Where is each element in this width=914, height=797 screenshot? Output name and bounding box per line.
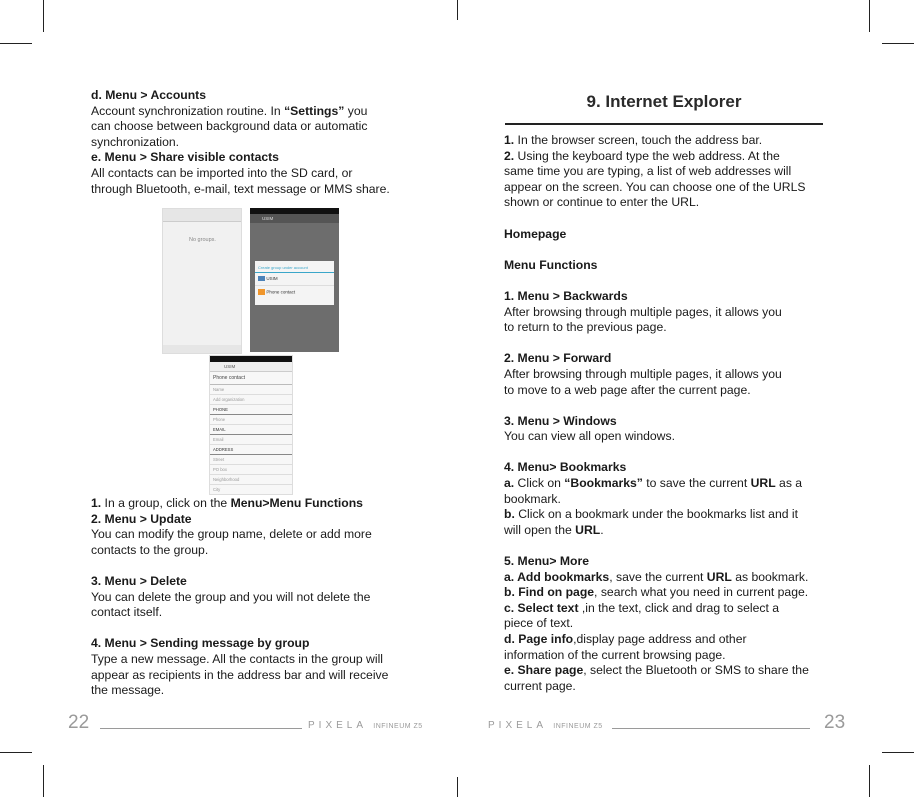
- bold-run: e. Menu > Share visible contacts: [91, 150, 279, 165]
- text-run: current page.: [504, 678, 576, 693]
- editor-field-row: Add organization: [210, 395, 292, 405]
- text-line: [504, 476, 829, 492]
- no-groups-label: No groups.: [189, 237, 216, 243]
- bold-run: c. Select text: [504, 600, 579, 615]
- text-line: [91, 636, 421, 652]
- text-line: [91, 166, 421, 182]
- text-run: In the browser screen, touch the address bar.: [514, 133, 763, 147]
- editor-title: Phone contact: [210, 372, 292, 385]
- page-number-right: 23: [824, 712, 846, 733]
- editor-action-bar: USIM: [210, 362, 292, 372]
- screenshot-action-bar: USIM: [250, 214, 339, 223]
- bold-run: 2. Menu > Forward: [504, 351, 612, 366]
- text-line: [504, 149, 829, 165]
- text-run: synchronization.: [91, 134, 180, 149]
- text-run: to save the current: [642, 476, 751, 491]
- text-line: [504, 663, 829, 679]
- editor-field-row: Phone: [210, 415, 292, 425]
- crop-mark: [0, 752, 32, 753]
- footer-rule-right: [612, 728, 810, 729]
- text-run: shown or continue to enter the URL.: [504, 195, 700, 210]
- bold-run: 3. Menu > Windows: [504, 413, 617, 428]
- blank-line: [504, 273, 829, 289]
- crop-mark: [882, 752, 914, 753]
- text-run: You can view all open windows.: [504, 429, 675, 444]
- text-run: You can delete the group and you will not delete the: [91, 589, 371, 604]
- text-run: appear on the screen. You can choose one of the URLS: [504, 179, 806, 194]
- text-run: same time you are typing, a list of web addresses will: [504, 164, 792, 179]
- bold-run: 1.: [504, 133, 515, 147]
- text-run: , save the current: [609, 569, 707, 584]
- editor-field-row: Name: [210, 385, 292, 395]
- text-line: [91, 496, 421, 512]
- crop-mark: [882, 43, 914, 44]
- blank-line: [504, 211, 829, 227]
- bold-run: 3. Menu > Delete: [91, 573, 187, 588]
- text-run: Account synchronization routine. In: [91, 103, 285, 118]
- text-run: ,in the text, click and drag to select a: [578, 600, 780, 615]
- text-line: [91, 668, 421, 684]
- text-run: ,display page address and other: [573, 632, 747, 646]
- bold-run: b.: [504, 507, 515, 522]
- text-line: [504, 164, 829, 180]
- text-run: , select the Bluetooth or SMS to share the: [583, 663, 809, 678]
- text-line: [504, 195, 829, 211]
- bold-run: 4. Menu> Bookmarks: [504, 460, 627, 475]
- text-line: [91, 135, 421, 151]
- text-run: the message.: [91, 683, 165, 698]
- text-line: [91, 590, 421, 606]
- text-line: [504, 351, 829, 367]
- text-run: contacts to the group.: [91, 542, 209, 557]
- text-run: you: [344, 103, 368, 118]
- text-line: [504, 492, 829, 508]
- option-usim-label: USIM: [266, 276, 278, 281]
- editor-field-row: PHONE: [210, 405, 292, 415]
- footer-rule-left: [100, 728, 302, 729]
- text-line: [91, 182, 421, 198]
- bold-run: Menu Functions: [504, 257, 598, 272]
- brand-model: INFINEUM Z5: [373, 723, 423, 730]
- text-run: , search what you need in current page.: [594, 585, 809, 600]
- text-run: Click on a bookmark under the bookmarks list and it: [514, 507, 798, 522]
- text-run: After browsing through multiple pages, it allows you: [504, 366, 782, 381]
- text-line: [504, 414, 829, 430]
- bold-run: URL: [706, 569, 732, 584]
- text-line: [504, 585, 829, 601]
- bold-run: a.: [504, 476, 515, 491]
- blank-line: [504, 445, 829, 461]
- text-line: [91, 543, 421, 559]
- text-line: [504, 305, 829, 321]
- text-run: through Bluetooth, e-mail, text message or MMS share.: [91, 181, 390, 196]
- editor-field-row: ADDRESS: [210, 445, 292, 455]
- blank-line: [91, 558, 421, 574]
- bold-run: a. Add bookmarks: [504, 569, 610, 584]
- blank-line: [504, 538, 829, 554]
- crop-mark: [0, 43, 32, 44]
- footer-brand-left: [308, 720, 423, 731]
- text-line: [504, 648, 829, 664]
- blank-line: [91, 621, 421, 637]
- text-line: [504, 289, 829, 305]
- bold-run: d. Page info: [504, 632, 574, 646]
- text-line: [504, 180, 829, 196]
- screenshot-groups: [162, 208, 242, 354]
- text-run: You can modify the group name, delete or add more: [91, 527, 372, 542]
- text-run: appear as recipients in the address bar and will receive: [91, 667, 389, 682]
- text-line: [91, 527, 421, 543]
- text-line: [91, 683, 421, 699]
- blank-line: [504, 336, 829, 352]
- text-run: will open the: [504, 522, 576, 537]
- title-rule: [505, 123, 823, 125]
- bold-run: 2. Menu > Update: [91, 511, 192, 526]
- text-line: [504, 227, 829, 243]
- brand-logo: PIXELA: [308, 720, 367, 731]
- text-line: [504, 507, 829, 523]
- text-run: can choose between background data or automatic: [91, 119, 368, 134]
- bold-run: b. Find on page: [504, 585, 595, 600]
- text-line: [504, 554, 829, 570]
- blank-line: [504, 242, 829, 258]
- left-text-block-bottom: [91, 496, 421, 699]
- crop-mark: [869, 765, 870, 797]
- bold-run: Menu>Menu Functions: [230, 496, 363, 510]
- text-line: [504, 601, 829, 617]
- contact-icon: [258, 289, 265, 295]
- text-line: [504, 632, 829, 648]
- create-group-dialog: [255, 261, 334, 305]
- bold-run: Homepage: [504, 226, 567, 241]
- text-line: [504, 133, 829, 149]
- editor-field-row: Street: [210, 455, 292, 465]
- dialog-option-usim[interactable]: [255, 273, 334, 286]
- text-line: [504, 460, 829, 476]
- text-run: Using the keyboard type the web address. At the: [514, 148, 780, 163]
- text-line: [504, 320, 829, 336]
- bold-run: 2.: [504, 148, 515, 163]
- bold-run: 5. Menu> More: [504, 554, 589, 569]
- crop-mark: [869, 0, 870, 32]
- text-line: [91, 88, 421, 104]
- text-run: bookmark.: [504, 491, 561, 506]
- text-run: In a group, click on the: [101, 496, 231, 510]
- editor-field-row: Neighborhood: [210, 475, 292, 485]
- text-line: [91, 119, 421, 135]
- text-line: [91, 574, 421, 590]
- bold-run: 4. Menu > Sending message by group: [91, 636, 310, 651]
- text-line: [504, 523, 829, 539]
- left-text-block-top: [91, 88, 421, 197]
- dialog-option-phone[interactable]: [255, 286, 334, 298]
- text-run: piece of text.: [504, 616, 574, 631]
- text-run: .: [600, 522, 604, 537]
- text-line: [91, 104, 421, 120]
- text-line: [504, 258, 829, 274]
- blank-line: [504, 398, 829, 414]
- brand-logo: PIXELA: [488, 720, 547, 731]
- text-line: [91, 150, 421, 166]
- bold-run: “Bookmarks”: [564, 476, 643, 491]
- text-run: Type a new message. All the contacts in the group will: [91, 651, 383, 666]
- screenshot-bottom-bar: [163, 345, 241, 353]
- bold-run: 1.: [91, 496, 102, 510]
- screenshot-top-bar: [163, 209, 241, 222]
- text-line: [91, 652, 421, 668]
- bold-run: e. Share page: [504, 663, 584, 678]
- text-run: All contacts can be imported into the SD card, or: [91, 165, 353, 180]
- screenshot-contact-editor: [209, 355, 293, 495]
- editor-field-row: PO box: [210, 465, 292, 475]
- crop-mark: [43, 765, 44, 797]
- text-line: [504, 616, 829, 632]
- crop-mark: [43, 0, 44, 32]
- text-run: After browsing through multiple pages, it allows you: [504, 304, 782, 319]
- text-run: contact itself.: [91, 605, 163, 620]
- brand-model: INFINEUM Z5: [553, 723, 603, 730]
- text-line: [91, 512, 421, 528]
- bold-run: URL: [750, 476, 776, 491]
- text-run: to return to the previous page.: [504, 320, 667, 335]
- page-number-left: 22: [68, 712, 90, 733]
- screenshot-group-dialog: [250, 208, 339, 352]
- text-run: information of the current browsing page.: [504, 647, 726, 662]
- sim-card-icon: [258, 276, 265, 281]
- text-line: [504, 429, 829, 445]
- bold-run: d. Menu > Accounts: [91, 88, 207, 102]
- text-line: [504, 383, 829, 399]
- text-line: [504, 570, 829, 586]
- text-line: [91, 605, 421, 621]
- editor-field-row: EMAIL: [210, 425, 292, 435]
- text-line: [504, 679, 829, 695]
- editor-field-row: Email: [210, 435, 292, 445]
- text-run: as bookmark.: [731, 569, 809, 584]
- text-line: [504, 367, 829, 383]
- crop-mark: [457, 0, 458, 20]
- bold-run: “Settings”: [284, 103, 345, 118]
- crop-mark: [457, 777, 458, 797]
- text-run: as a: [775, 476, 803, 491]
- editor-field-row: City: [210, 485, 292, 495]
- footer-brand-right: [488, 720, 603, 731]
- dialog-title: Create group under account: [255, 261, 334, 273]
- bold-run: URL: [575, 522, 601, 537]
- bold-run: 1. Menu > Backwards: [504, 288, 628, 303]
- right-text-block: [504, 133, 829, 694]
- option-phone-label: Phone contact: [266, 289, 296, 295]
- text-run: Click on: [514, 476, 565, 491]
- editor-rows: [210, 385, 292, 495]
- section-title: 9. Internet Explorer: [586, 92, 742, 111]
- text-run: to move to a web page after the current page.: [504, 382, 751, 397]
